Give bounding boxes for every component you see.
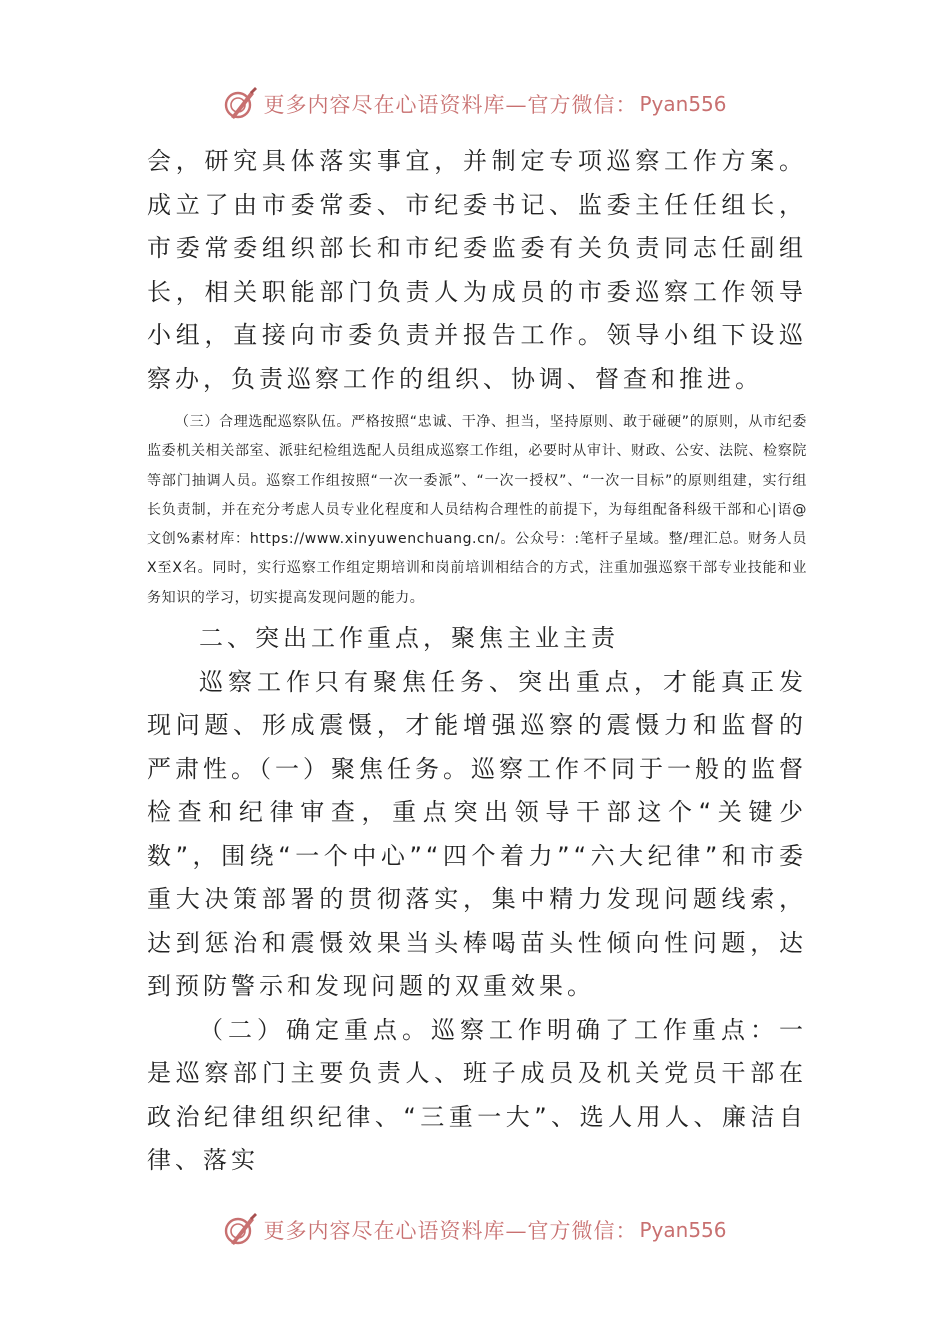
footer-watermark <box>0 1210 950 1250</box>
footer-wechat-id: Pyan556 <box>639 1218 727 1242</box>
pen-logo-icon <box>223 1213 257 1247</box>
paragraph-select-team: （三）合理选配巡察队伍。严格按照“忠诚、干净、担当，坚持原则、敢于碰硬”的原则，从市纪委监委机关相关部室、派驻纪检组选配人员组成巡察工作组，必要时从审计、财政、公安、法院、检察院等部门抽调人员。巡察工作组按照“一次一委派”、“一次一授权”、“一次一目标”的原则组建，实行组长负责制，并在充分考虑人员专业化程度和人员结构合理性的前提下，为每组配备科级干部和心|语@文创%素材库：https://www.xinyuwenchuang.cn/。公众号：:笔杆子星域。整/理汇总。财务人员X至X名。同时，实行巡察工作组定期培训和岗前培训相结合的方式，注重加强巡察干部专业技能和业务知识的学习，切实提高发现问题的能力。 <box>147 414 807 606</box>
paragraph-key-points: （二）确定重点。巡察工作明确了工作重点：一是巡察部门主要负责人、班子成员及机关党员干部在政治纪律组织纪律、“三重一大”、选人用人、廉洁自律、落实 <box>147 1015 807 1175</box>
paragraph-leading-group: 会，研究具体落实事宜，并制定专项巡察工作方案。成立了由市委常委、市纪委书记、监委主任任组长，市委常委组织部长和市纪委监委有关负责同志任副组长，相关职能部门负责人为成员的市委巡察工作领导小组，直接向市委负责并报告工作。领导小组下设巡察办，负责巡察工作的组织、协调、督查和推进。 <box>147 147 807 393</box>
footer-watermark-text: 更多内容尽在心语资料库—官方微信： <box>263 1219 638 1243</box>
header-wechat-id: Pyan556 <box>639 92 727 116</box>
document-body <box>147 140 807 1183</box>
paragraph-focus-task: 巡察工作只有聚焦任务、突出重点，才能真正发现问题、形成震慑，才能增强巡察的震慑力和监督的严肃性。（一）聚焦任务。巡察工作不同于一般的监督检查和纪律审查，重点突出领导干部这个“关键少数”，围绕“一个中心”“四个着力”“六大纪律”和市委重大决策部署的贯彻落实，集中精力发现问题线索，达到惩治和震慑效果当头棒喝苗头性倾向性问题，达到预防警示和发现问题的双重效果。 <box>147 667 807 1001</box>
section-heading: 二、突出工作重点，聚焦主业主责 <box>199 624 619 653</box>
header-watermark-text: 更多内容尽在心语资料库—官方微信： <box>263 93 638 117</box>
header-watermark <box>0 84 950 124</box>
pen-logo-icon <box>223 87 257 121</box>
